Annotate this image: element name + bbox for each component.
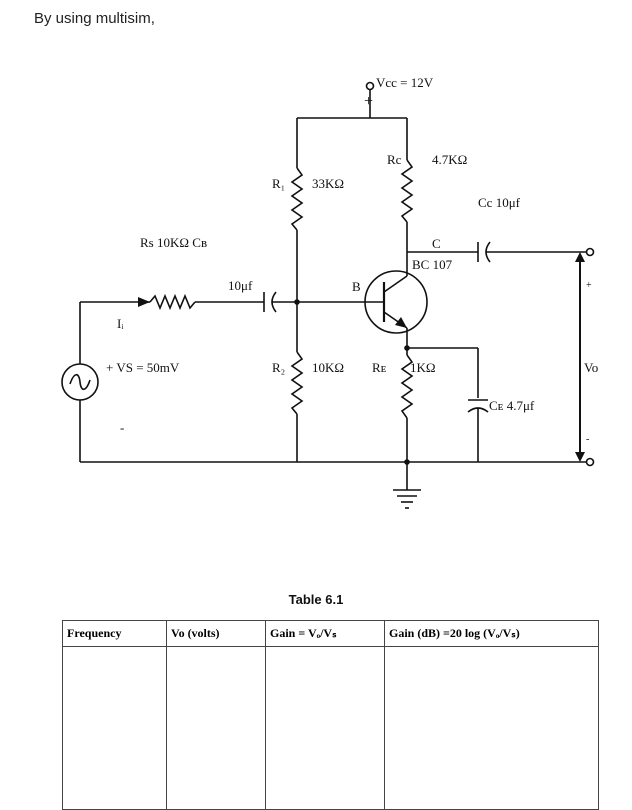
- vo-arrow-down: [575, 452, 585, 462]
- column-header: Vo (volts): [167, 621, 266, 647]
- output-bottom-terminal: [587, 459, 594, 466]
- output-top-terminal: [587, 249, 594, 256]
- r2-value: 10KΩ: [312, 360, 345, 375]
- r1-label: R₁: [272, 176, 286, 191]
- input-current-label: Iᵢ: [117, 316, 124, 331]
- vcc-terminal: [367, 83, 374, 90]
- sine-wave-icon: [70, 375, 90, 390]
- r1-resistor: [292, 168, 302, 230]
- emitter-junction-dot: [404, 345, 410, 351]
- table-caption: Table 6.1: [288, 592, 344, 607]
- table-cell[interactable]: [167, 647, 266, 810]
- results-table: [62, 620, 599, 810]
- bjt-collector-lead: [384, 276, 407, 292]
- collector-label: C: [432, 236, 441, 251]
- rc-label: Rc: [387, 152, 402, 167]
- vcc-label: Vcc = 12V: [376, 75, 434, 90]
- ground-junction-dot: [404, 459, 410, 465]
- base-junction-dot: [294, 299, 300, 305]
- table-header-row: [63, 621, 599, 647]
- base-label: B: [352, 279, 361, 294]
- vs-label: + VS = 50mV: [106, 360, 180, 375]
- source-minus-sign: -: [120, 420, 125, 435]
- transistor-model: BC 107: [412, 257, 453, 272]
- bjt-emitter-arrowhead: [395, 317, 407, 328]
- table-row: [63, 647, 599, 810]
- r1-value: 33KΩ: [312, 176, 345, 191]
- column-header: Gain = Vₒ/Vₛ: [266, 621, 385, 647]
- r2-label: R₂: [272, 360, 286, 375]
- re-value: 1KΩ: [410, 360, 436, 375]
- table-cell[interactable]: [266, 647, 385, 810]
- column-header: Gain (dB) =20 log (Vₒ/Vₛ): [385, 621, 599, 647]
- ce-label: Cᴇ 4.7μf: [489, 398, 535, 413]
- rs-cb-label: Rs 10KΩ Cʙ: [140, 235, 208, 250]
- vcc-plus-sign: +: [364, 93, 374, 110]
- vo-label: Vo: [584, 360, 599, 375]
- cb-value: 10μf: [228, 278, 253, 293]
- vo-arrow-up: [575, 252, 585, 262]
- output-plus-sign: +: [586, 280, 592, 291]
- rs-resistor: [150, 296, 195, 308]
- rc-resistor: [402, 160, 412, 222]
- table-cell[interactable]: [63, 647, 167, 810]
- question-prompt: By using multisim,: [34, 10, 155, 27]
- rc-value: 4.7KΩ: [432, 152, 468, 167]
- r2-resistor: [292, 352, 302, 414]
- column-header: Frequency: [63, 621, 167, 647]
- table-cell[interactable]: [385, 647, 599, 810]
- cc-label: Cc 10μf: [478, 195, 520, 210]
- re-label: Rᴇ: [372, 360, 387, 375]
- output-minus-sign: -: [586, 434, 590, 445]
- input-current-arrowhead: [138, 297, 150, 307]
